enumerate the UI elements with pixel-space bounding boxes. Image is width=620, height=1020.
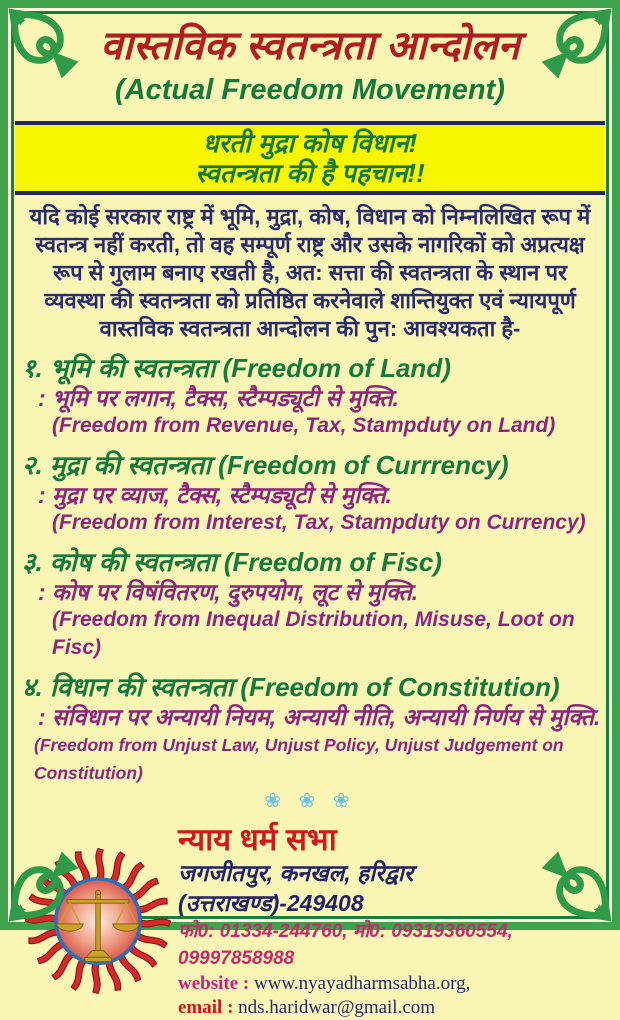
corner-ornament-bottom-left-icon [7,847,83,923]
email-address: nds.haridwar@gmail.com [238,997,436,1018]
list-item-fisc [22,547,606,662]
item-detail-hindi: : संविधान पर अन्यायी नियम, अन्यायी नीति, अन्यायी निर्णय से मुक्ति. [38,704,601,730]
item-detail-hindi: : मुद्रा पर व्याज, टैक्स, स्टैम्पड्यूटी से मुक्ति. [38,482,392,508]
item-detail-hindi: : कोष पर विषंवितरण, दुरुपयोग, लूट से मुक्ति. [38,579,419,605]
poster-content [14,14,606,1018]
corner-ornament-top-right-icon [537,7,613,83]
item-detail-english: (Freedom from Unjust Law, Unjust Policy, Unjust Judgement on Constitution) [34,735,564,783]
item-detail-english: (Freedom from Revenue, Tax, Stampduty on Land) [52,414,556,437]
organization-address: जगजीतपुर, कनखल, हरिद्वार (उत्तराखण्ड)-249408 [178,860,414,916]
intro-paragraph: यदि कोई सरकार राष्ट्र में भूमि, मुद्रा, कोष, विधान को निम्नलिखित रूप में स्वतन्त्र नहीं करती, तो वह सम्पूर्ण राष्ट्र और उसके नागरिकों को अप्रत्यक्ष रूप से गुलाम बनाए रखती है, अत: सत्ता की स्वतन्त्रता के स्थान पर व्यवस्था की स्वतन्त्रता को प्रतिष्ठित करनेवाले शान्तियुक्त एवं न्यायपूर्ण वास्तविक स्वतन्त्रता आन्दोलन की पुन: आवश्यकता है- [29,204,591,341]
email-label: email : [178,997,234,1018]
page-title-hindi: वास्तविक स्वतन्त्रता आन्दोलन [100,24,520,68]
list-item-land [22,353,606,440]
email-line [178,996,602,1020]
item-heading: १. भूमि की स्वतन्त्रता (Freedom of Land) [22,353,451,383]
item-detail-hindi: : भूमि पर लगान, टैक्स, स्टैम्पड्यूटी से मुक्ति. [38,385,399,411]
slogan-line-2: स्वतन्त्रता की है पहचान!! [195,158,425,188]
list-item-currency [22,450,606,537]
organization-name: न्याय धर्म सभा [178,822,337,857]
flower-divider-icon: ❀ ❀ ❀ [264,790,356,812]
phone-numbers: फो0: 01334-244760, मो0: 09319360554, 09997858988 [178,921,513,969]
item-detail-english: (Freedom from Interest, Tax, Stampduty on Currency) [52,511,586,534]
slogan-banner [15,121,605,195]
page-title-english: (Actual Freedom Movement) [115,74,505,106]
slogan-line-1: धरती मुद्रा कोष विधान! [202,128,418,158]
website-line [178,972,602,996]
website-url: www.nyayadharmsabha.org, [253,973,471,994]
footer [14,817,606,1020]
item-detail-english: (Freedom from Inequal Distribution, Misuse, Loot on Fisc) [52,608,575,659]
item-heading: ३. कोष की स्वतन्त्रता (Freedom of Fisc) [22,547,442,577]
item-heading: २. मुद्रा की स्वतन्त्रता (Freedom of Currrency) [22,450,509,480]
item-heading: ४. विधान की स्वतन्त्रता (Freedom of Constitution) [22,672,560,702]
website-label: website : [178,973,250,994]
list-item-constitution [22,672,606,787]
corner-ornament-bottom-right-icon [537,847,613,923]
corner-ornament-top-left-icon [7,7,83,83]
freedom-items-list [14,343,606,787]
